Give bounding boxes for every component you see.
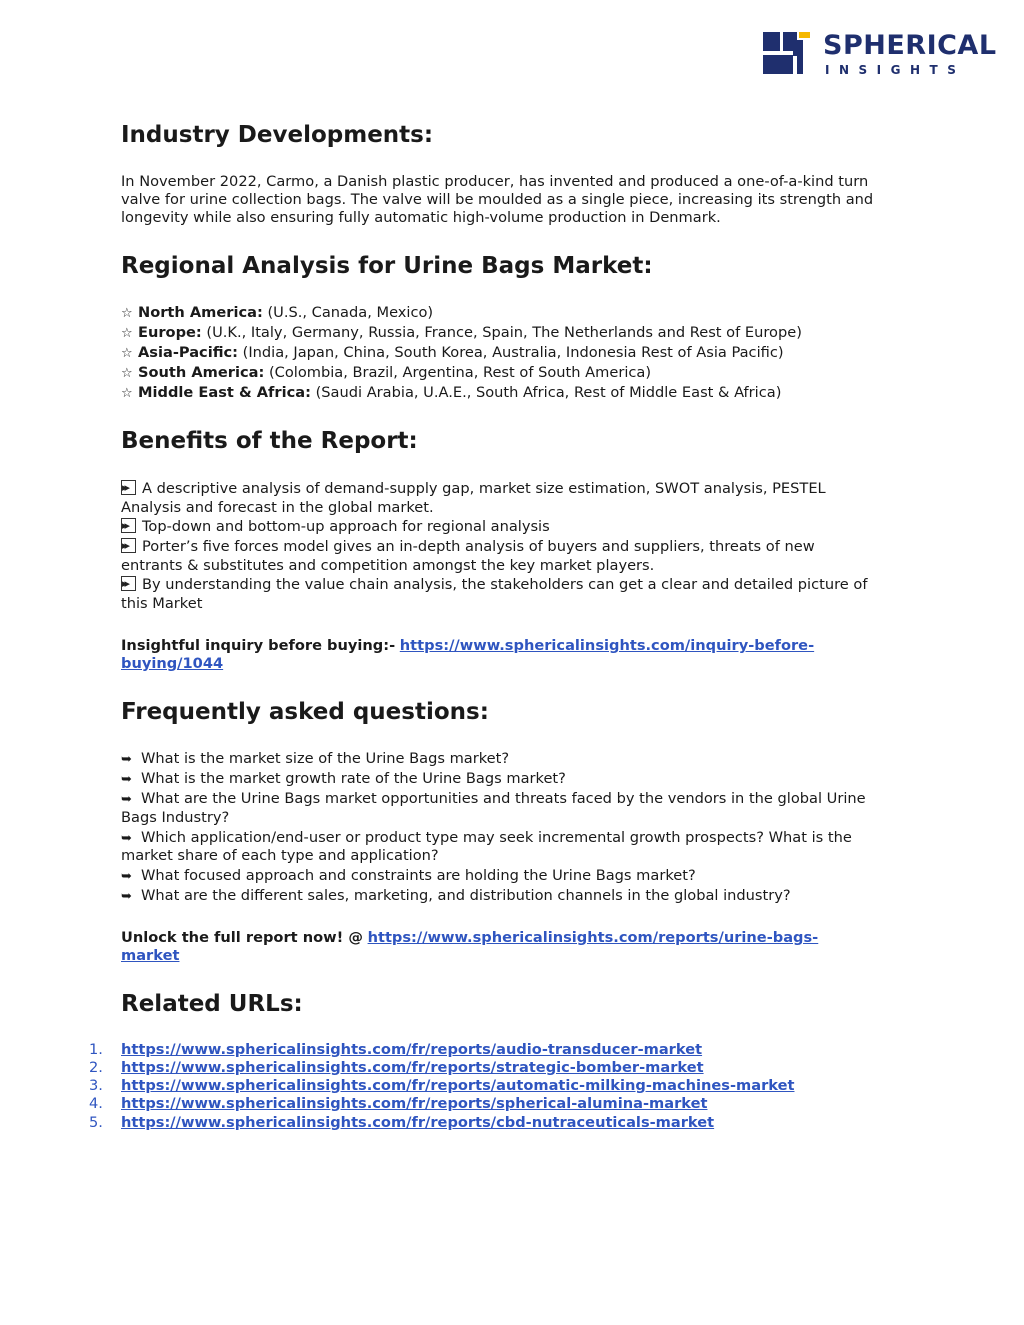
related-item [89,1076,795,1096]
region-name: South America: [138,364,265,381]
region-countries: (India, Japan, China, South Korea, Australia, Indonesia Rest of Asia Pacific) [242,344,784,361]
related-link[interactable]: https://www.sphericalinsights.com/fr/reports/cbd-nutraceuticals-market [121,1114,715,1131]
regional-heading: Regional Analysis for Urine Bags Market: [121,253,653,279]
industry-text-line: In November 2022, Carmo, a Danish plastic producer, has invented and produced a one-of-a-kind turn [121,173,869,190]
unlock-label: Unlock the full report now! @ [121,929,363,946]
inquiry-link[interactable]: https://www.sphericalinsights.com/inquiry-before- [399,637,815,654]
arrow-right-icon: ➥ [121,792,132,807]
logo-brand-text: SPHERICAL [823,30,997,61]
arrow-right-icon: ➥ [121,831,132,846]
faq-text-cont: Bags Industry? [121,809,230,826]
region-name: North America: [138,304,263,321]
region-countries: (Colombia, Brazil, Argentina, Rest of South America) [268,364,652,381]
industry-text-line: valve for urine collection bags. The valve will be moulded as a single piece, increasing its strength and [121,191,874,208]
list-number: 1. [89,1041,103,1058]
star-icon: ☆ [121,386,133,401]
related-item [89,1113,715,1133]
related-link[interactable]: https://www.sphericalinsights.com/fr/reports/strategic-bomber-market [121,1059,704,1076]
inquiry-link-cont[interactable]: buying/1044 [121,655,224,672]
faq-text: What is the market growth rate of the Urine Bags market? [141,770,566,787]
related-link[interactable]: https://www.sphericalinsights.com/fr/reports/audio-transducer-market [121,1041,703,1058]
related-item [89,1040,703,1060]
faq-text: What are the Urine Bags market opportunities and threats faced by the vendors in the global Urine [141,790,866,807]
benefit-text: By understanding the value chain analysis, the stakeholders can get a clear and detailed picture of [142,576,868,593]
region-name: Asia-Pacific: [138,344,238,361]
benefit-item [121,479,826,499]
unlock-link[interactable]: https://www.sphericalinsights.com/reports/urine-bags- [367,929,819,946]
related-link[interactable]: https://www.sphericalinsights.com/fr/reports/automatic-milking-machines-market [121,1077,795,1094]
related-link[interactable]: https://www.sphericalinsights.com/fr/reports/spherical-alumina-market [121,1095,708,1112]
faq-item [121,749,509,770]
list-number: 2. [89,1059,103,1076]
faq-text: What are the different sales, marketing, and distribution channels in the global industry? [141,887,791,904]
list-number: 3. [89,1077,103,1094]
faq-text-cont: market share of each type and application? [121,847,439,864]
benefit-text-cont: entrants & substitutes and competition amongst the key market players. [121,557,655,574]
fast-forward-icon [121,480,136,495]
faq-text: Which application/end-user or product type may seek incremental growth prospects? What is the [141,829,852,846]
related-item [89,1058,704,1078]
fast-forward-icon [121,538,136,553]
region-countries: (Saudi Arabia, U.A.E., South Africa, Rest of Middle East & Africa) [315,384,782,401]
faq-item [121,886,791,907]
list-number: 4. [89,1095,103,1112]
logo-sub-text: INSIGHTS [825,63,966,77]
benefit-text-cont: this Market [121,595,203,612]
arrow-right-icon: ➥ [121,869,132,884]
regional-item [121,363,651,384]
related-heading: Related URLs: [121,991,303,1017]
inquiry-label: Insightful inquiry before buying:- [121,637,396,654]
benefit-text: Top-down and bottom-up approach for regional analysis [142,518,550,535]
benefit-text: A descriptive analysis of demand-supply gap, market size estimation, SWOT analysis, PESTEL [142,480,826,497]
faq-item [121,866,696,887]
faq-text: What focused approach and constraints are holding the Urine Bags market? [141,867,696,884]
faq-item [121,769,566,790]
star-icon: ☆ [121,306,133,321]
arrow-right-icon: ➥ [121,889,132,904]
star-icon: ☆ [121,346,133,361]
arrow-right-icon: ➥ [121,752,132,767]
region-countries: (U.S., Canada, Mexico) [267,304,434,321]
star-icon: ☆ [121,326,133,341]
regional-item [121,323,802,344]
industry-heading: Industry Developments: [121,122,434,148]
benefits-heading: Benefits of the Report: [121,428,418,454]
company-logo [763,30,997,78]
related-item [89,1094,708,1114]
benefit-item [121,537,815,557]
benefit-item [121,575,867,595]
benefit-text: Porter’s five forces model gives an in-depth analysis of buyers and suppliers, threats of new [142,538,815,555]
unlock-line-cont [121,946,179,966]
arrow-right-icon: ➥ [121,772,132,787]
fast-forward-icon [121,576,136,591]
region-countries: (U.K., Italy, Germany, Russia, France, Spain, The Netherlands and Rest of Europe) [206,324,802,341]
regional-item [121,343,784,364]
industry-text-line: longevity while also ensuring fully automatic high-volume production in Denmark. [121,209,721,226]
unlock-line [121,928,818,948]
region-name: Europe: [138,324,202,341]
inquiry-line-cont [121,654,223,674]
inquiry-line [121,636,814,656]
faq-heading: Frequently asked questions: [121,699,489,725]
faq-item [121,789,866,810]
faq-text: What is the market size of the Urine Bags market? [141,750,510,767]
list-number: 5. [89,1114,103,1131]
region-name: Middle East & Africa: [138,384,311,401]
benefit-item [121,517,550,537]
fast-forward-icon [121,518,136,533]
logo-mark-icon [763,30,811,76]
star-icon: ☆ [121,366,133,381]
benefit-text-cont: Analysis and forecast in the global market. [121,499,434,516]
regional-item [121,303,433,324]
regional-item [121,383,781,404]
unlock-link-cont[interactable]: market [121,947,180,964]
